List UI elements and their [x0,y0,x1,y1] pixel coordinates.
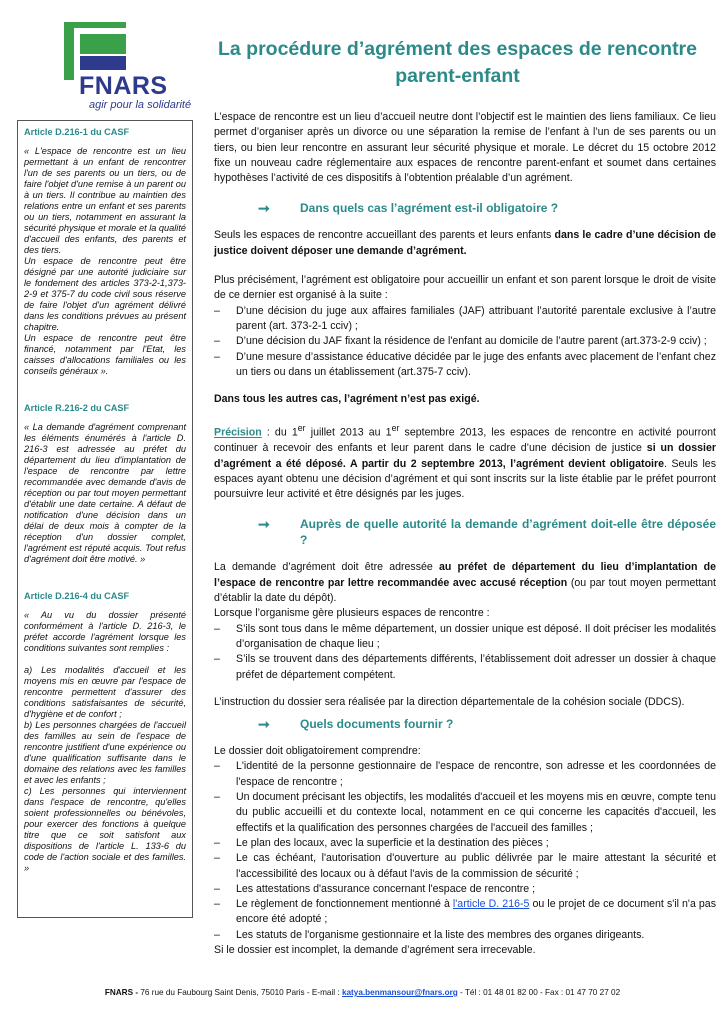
list-item: – Les statuts de l'organisme gestionnaire et la liste des membres des organes dirigeants. [214,928,716,943]
footer [0,988,725,997]
sidebar-legal-articles [17,120,193,918]
precision-paragraph [214,421,716,502]
section-title: Quels documents fournir ? [300,717,454,732]
dash-list [214,304,716,380]
bold-text: au préfet de département du lieu d’implantation de l’espace de rencontre par lettre recommandée avec accusé réception [214,561,716,589]
title-line-1: La procédure d’agrément des espaces de rencontre [217,38,697,60]
list-item [214,897,716,928]
paragraph [214,560,716,606]
footer-address: 76 rue du Faubourg Saint Denis, 75010 Paris - E-mail : [140,988,342,997]
bold-text: Dans tous les autres cas, l’agrément n’est pas exigé. [214,393,480,406]
bold-text: dans le cadre d’une décision de justice doivent déposer une demande d’agrément. [214,229,716,257]
superscript: er [297,423,306,434]
arrow-right-icon: ➞ [258,200,270,217]
list-item: – Les attestations d'assurance concernant l'espace de rencontre ; [214,882,716,897]
logo-brand: FNARS [79,72,168,100]
footer-org: FNARS - [104,988,141,997]
section-heading [214,716,716,732]
text: juillet 2013 au 1 [305,426,392,439]
paragraph: Le dossier doit obligatoirement comprendre: [214,745,421,758]
list-item: – L'identité de la personne gestionnaire de l'espace de rencontre, son adresse et les coordonnées de l'espace de rencontre ; [214,759,716,790]
text: ou le projet de ce document s'il n'a pas encore été adopté ; [236,898,716,926]
paragraph: Si le dossier est incomplet, la demande d’agrément sera irrecevable. [214,944,536,956]
text: : du 1 [261,426,298,439]
footer-email-link[interactable]: katya.benmansour@fnars.org [341,988,458,997]
arrow-right-icon: ➞ [258,716,270,733]
page-title [200,36,715,90]
article-link[interactable]: l'article D. 216-5 [452,898,530,911]
text: Le règlement de fonctionnement mentionné à [236,898,453,911]
logo-tagline: agir pour la solidarité [89,99,192,111]
paragraph [214,228,716,259]
paragraph: Plus précisément, l’agrément est obligatoire pour accueillir un enfant et son parent lorsque le droit de visite de ce dernier est organisé à la suite : [214,274,716,302]
title-line-2: parent-enfant [395,65,520,87]
list-item: – S’ils sont tous dans le même département, un dossier unique est déposé. Il doit préciser les modalités d’organisation de chaque lieu ; [214,622,716,653]
text: . Seuls les espaces ayant obtenu une décision d’agrément et qui sont inscrits sur la liste établie par le préfet pourront poursuivre leur activité et être désignés par les juges. [214,457,716,501]
list-item: – D’une décision du juge aux affaires familiales (JAF) attribuant l’autorité parentale exclusive à l’autre parent (art. 373-2-1 cciv) ; [214,304,716,335]
article-body: « La demande d'agrément comprenant les éléments énumérés à l'article D. 216-3 est adressée au préfet du département du lieu d'implantation de l'espace de rencontre par lettre recommandée avec demande d'avis de réception ou par tout moyen permettant d'établir une date certaine. A défaut de notification d'une décision dans un délai de deux mois à compter de la réception d'un dossier complet, l'agrément est réputé acquis. Tout refus d'agrément doit être motivé. » [24,422,186,564]
main-content [214,110,716,958]
precision-label: Précision [214,426,262,439]
arrow-right-icon: ➞ [258,516,270,533]
text: Seuls les espaces de rencontre accueillant des parents et leurs enfants [214,229,555,242]
dash-list [214,759,716,943]
intro-paragraph: L’espace de rencontre est un lieu d’accueil neutre dont l’objectif est le maintien des liens familiaux. Ce lieu permet d’organiser après un divorce ou une séparation la remise de l’enfant à l’un de ses parents ou un tiers, ou bien leur rencontre en assurant leur sécurité physique et morale. Le décret du 15 octobre 2012 fixe un nouveau cadre réglementaire aux espaces de rencontre parent-enfant et soumet dans certaines hypothèses l’activité de ces dispositifs à l’obtention préalable d’un agrément. [214,111,716,185]
footer-phones: - Tél : 01 48 01 82 00 - Fax : 01 47 70 27 02 [457,988,621,997]
list-item: – D’une mesure d’assistance éducative décidée par le juge des enfants avec placement de l’enfant chez un tiers ou dans un établissement (art.375-7 cciv). [214,350,716,381]
list-item: – S’ils se trouvent dans des départements différents, l’établissement doit adresser un dossier à chaque préfet de département compétent. [214,652,716,683]
list-item: – Le plan des locaux, avec la superficie et la destination des pièces ; [214,836,716,851]
list-item: – Le cas échéant, l'autorisation d'ouverture au public délivrée par le maire attestant la sécurité et l'accessibilité des locaux ou à défaut l'avis de la commission de sécurité ; [214,851,716,882]
text: (ou par tout moyen permettant d’établir la date du dépôt). [214,576,716,605]
article-heading: Article D.216-4 du CASF [24,591,130,601]
article-body: « L'espace de rencontre est un lieu permettant à un enfant de rencontrer l'un de ses parents ou un tiers, ou de faire l'objet d'une remise à un parent ou à un tiers. Il contribue au maintien des relations entre un enfant et ses parents ou un tiers, notamment en assurant la sécurité physique et morale et la qualité d'accueil des enfants, des parents et des tiers. Un espace de rencontre peut être désigné par une autorité judiciaire sur le fondement des articles 373-2-1,373-2-9 et 375-7 du code civil sous réserve de faire l'objet d'un agrément délivré dans les conditions prévues au présent chapitre. Un espace de rencontre peut être financé, notamment par l'Etat, les caisses d'allocations familiales ou les conseils généraux ». [24,146,186,376]
fnars-logo [57,22,197,112]
list-item: – Un document précisant les objectifs, les modalités d'accueil et les moyens mis en œuvre, compte tenu du public accueilli et du contexte local, notamment en ce qui concerne les capacités d'accueil, les effectifs et la qualification des personnes chargées de l'accueil des familles ; [214,790,716,836]
article-heading: Article R.216-2 du CASF [24,403,130,413]
paragraph: L’instruction du dossier sera réalisée par la direction départementale de la cohésion sociale (DDCS). [214,695,685,708]
dash-list [214,622,716,683]
section-heading [214,200,716,216]
paragraph: Lorsque l’organisme gère plusieurs espaces de rencontre : [214,607,490,620]
section-title: Dans quels cas l’agrément est-il obligatoire ? [300,201,559,216]
list-item: – D’une décision du JAF fixant la résidence de l'enfant au domicile de l’autre parent (art.373-2-9 cciv) ; [214,334,716,349]
article-body: « Au vu du dossier présenté conformément à l'article D. 216-3, le préfet accorde l'agrément lorsque les conditions suivantes sont remplies : a) Les modalités d'accueil et les moyens mis en œuvre par l'espace de rencontre permettent d'assurer des conditions satisfaisantes de sécurité, d'hygiène et de confort ; b) Les personnes chargées de l'accueil des familles au sein de l'espace de rencontre justifient d'une expérience ou d'une qualification suffisante dans le domaine des relations avec les familles et avec les enfants ; c) Les personnes qui interviennent dans l'espace de rencontre, qu'elles soient professionnelles ou bénévoles, pour exercer des fonctions à quelque titre que ce soit satisfont aux dispositions de l'article L. 133-6 du code de l'action sociale et des familles. » [24,610,186,873]
section-title: Auprès de quelle autorité la demande d’agrément doit-elle être déposée ? [300,517,716,548]
text: La demande d’agrément doit être adressée [214,561,439,574]
article-heading: Article D.216-1 du CASF [24,127,130,137]
superscript: er [391,423,400,434]
section-heading [214,516,716,548]
bold-text: si un dossier d’agrément a été déposé. A partir du 2 septembre 2013, l’agrément devient obligatoire [214,442,716,470]
text: septembre 2013, les espaces de rencontre en activité pourront continuer à recevoir des enfants et leur parent dans le cadre d’une décision de justice [214,426,716,455]
paragraph [214,392,716,407]
